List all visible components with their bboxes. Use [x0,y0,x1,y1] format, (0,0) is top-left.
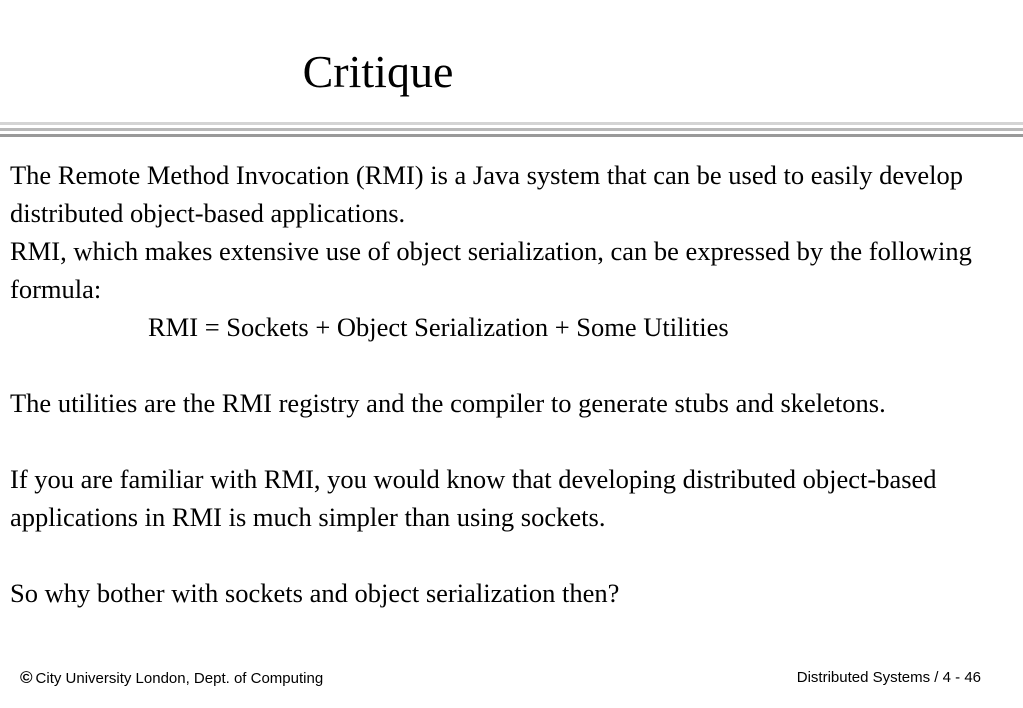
footer-page-label: Distributed Systems / 4 - 46 [796,669,981,686]
title-rule-middle [0,128,1023,131]
slide-body [10,156,1000,612]
copyright-symbol: © [20,668,33,687]
paragraph-question: So why bother with sockets and object serialization then? [10,578,620,608]
paragraph-spacer [10,422,1000,460]
paragraph-familiar: If you are familiar with RMI, you would know that developing distributed object-based applications in RMI is much simpler than using sockets. [10,464,937,532]
footer-copyright [20,668,323,689]
paragraph-rmi-formula-intro: RMI, which makes extensive use of object serialization, can be expressed by the following formula: [10,236,972,304]
title-rule-bottom [0,134,1023,137]
paragraph-utilities: The utilities are the RMI registry and the compiler to generate stubs and skeletons. [10,388,886,418]
rmi-formula: RMI = Sockets + Object Serialization + Some Utilities [148,312,729,342]
paragraph-spacer [10,536,1000,574]
footer-institution: City University London, Dept. of Computing [35,670,324,687]
paragraph-spacer [10,346,1000,384]
title-rule-top [0,122,1023,125]
paragraph-rmi-intro: The Remote Method Invocation (RMI) is a Java system that can be used to easily develop distributed object-based applications. [10,160,964,228]
slide-title: Critique [302,46,454,97]
